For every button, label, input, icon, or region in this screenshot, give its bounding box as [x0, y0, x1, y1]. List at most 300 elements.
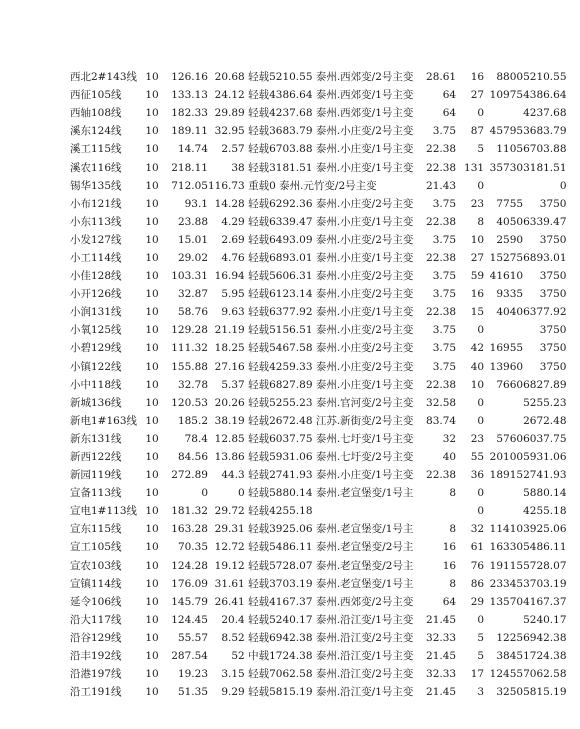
available-capacity-cell: 3750	[539, 270, 567, 283]
line-name-cell: 溪农116线	[70, 161, 122, 174]
user-capacity-cell: 16955	[489, 342, 524, 355]
user-capacity-cell: 15275	[489, 251, 524, 264]
count-cell: 55	[470, 451, 485, 464]
count-cell: 86	[470, 577, 485, 590]
voltage-cell: 10	[145, 107, 159, 120]
count-cell: 42	[470, 342, 485, 355]
transformer-rate-cell: 3.75	[432, 125, 457, 138]
transformer-rate-cell: 16	[442, 541, 457, 554]
user-capacity-cell	[484, 104, 523, 122]
load-rate-status-cell: 24.12 轻载	[214, 89, 270, 102]
transformer-rate-cell: 3.75	[432, 288, 457, 301]
count-cell: 0	[477, 396, 485, 409]
current-cell: 155.88	[171, 360, 208, 373]
user-capacity-cell	[484, 394, 523, 412]
load-rate-status-cell: 4.76 轻载	[221, 251, 270, 264]
capacity-substation-cell: 5210.55 泰州.西郊变/2号主变	[269, 71, 414, 84]
load-rate-status-cell: 20.26 轻载	[214, 396, 270, 409]
transformer-rate-cell: 64	[442, 89, 457, 102]
voltage-cell: 10	[145, 378, 159, 391]
transformer-rate-cell: 32.33	[426, 631, 457, 644]
current-cell: 111.32	[171, 342, 208, 355]
table-row	[70, 611, 567, 629]
count-cell: 59	[470, 270, 485, 283]
line-name-cell: 宣工105线	[70, 541, 122, 554]
user-capacity-cell: 4040	[496, 306, 524, 319]
load-rate-status-cell: 19.12 轻载	[214, 559, 270, 572]
voltage-cell: 10	[145, 324, 159, 337]
current-cell: 712.05	[171, 179, 208, 192]
capacity-substation-cell: 6339.47 泰州.小庄变/1号主变	[269, 215, 414, 228]
voltage-cell: 10	[145, 143, 159, 156]
available-capacity-cell: 3750	[539, 360, 567, 373]
available-capacity-cell: 2672.48	[523, 414, 567, 427]
capacity-substation-cell: 5606.31 泰州.小庄变/2号主变	[269, 270, 414, 283]
user-capacity-cell: 13960	[489, 360, 524, 373]
transformer-rate-cell: 22.38	[426, 251, 457, 264]
table-row	[70, 683, 567, 701]
count-cell: 29	[470, 595, 485, 608]
transformer-rate-cell: 40	[442, 451, 457, 464]
load-rate-status-cell: 38 轻载	[231, 161, 270, 174]
voltage-cell: 10	[145, 613, 159, 626]
line-name-cell: 宣东115线	[70, 523, 122, 536]
available-capacity-cell: 5210.55	[523, 71, 567, 84]
table-row	[70, 140, 567, 158]
count-cell: 5	[477, 631, 485, 644]
transformer-rate-cell: 3.75	[432, 233, 457, 246]
available-capacity-cell: 5815.19	[523, 686, 567, 699]
transformer-rate-cell: 22.38	[426, 161, 457, 174]
available-capacity-cell: 6942.38	[523, 631, 567, 644]
current-cell: 14.74	[177, 143, 208, 156]
transformer-rate-cell: 3.75	[432, 324, 457, 337]
user-capacity-cell: 4050	[496, 215, 524, 228]
capacity-substation-cell: 3683.79 泰州.小庄变/2号主变	[269, 125, 414, 138]
count-cell: 0	[477, 613, 485, 626]
load-rate-status-cell: 0 轻载	[238, 487, 270, 500]
user-capacity-cell: 10975	[489, 89, 524, 102]
current-cell: 176.09	[171, 577, 208, 590]
user-capacity-cell: 9335	[496, 288, 524, 301]
load-rate-status-cell: 29.89 轻载	[214, 107, 270, 120]
count-cell: 32	[470, 523, 485, 536]
count-cell: 15	[470, 306, 485, 319]
table-row	[70, 231, 567, 249]
voltage-cell: 10	[145, 89, 159, 102]
line-name-cell: 西北2#143线	[70, 71, 138, 84]
user-capacity-cell	[484, 611, 523, 629]
load-rate-status-cell: 12.85 轻载	[214, 432, 270, 445]
count-cell: 0	[477, 414, 485, 427]
capacity-substation-cell: 6493.09 泰州.小庄变/2号主变	[269, 233, 414, 246]
user-capacity-cell: 45795	[489, 125, 524, 138]
capacity-substation-cell: 3703.19 泰州.老宣堡变/1号主	[269, 577, 414, 590]
current-cell: 126.16	[171, 71, 208, 84]
capacity-substation-cell: 5240.17 泰州.沿江变/1号主变	[269, 613, 414, 626]
voltage-cell: 10	[145, 523, 159, 536]
line-name-cell: 小佳128线	[70, 270, 122, 283]
current-cell: 32.87	[177, 288, 208, 301]
capacity-substation-cell: 6703.88 泰州.小庄变/1号主变	[269, 143, 414, 156]
voltage-cell: 10	[145, 686, 159, 699]
current-cell: 93.1	[184, 197, 208, 210]
capacity-substation-cell: 4386.64 泰州.西郊变/1号主变	[269, 89, 414, 102]
voltage-cell: 10	[145, 396, 159, 409]
load-rate-status-cell: 27.16 轻载	[214, 360, 270, 373]
load-rate-status-cell: 21.19 轻载	[214, 324, 270, 337]
voltage-cell: 10	[145, 71, 159, 84]
capacity-substation-cell: 4255.18	[269, 505, 313, 518]
current-cell: 133.13	[171, 89, 208, 102]
table-row	[70, 86, 567, 104]
load-rate-status-cell: 13.86 轻载	[214, 451, 270, 464]
count-cell: 0	[477, 179, 485, 192]
count-cell: 5	[477, 143, 485, 156]
capacity-substation-cell: 6942.38 泰州.沿江变/2号主变	[269, 631, 414, 644]
table-row	[70, 394, 567, 412]
capacity-substation-cell: 1724.38 泰州.沿江变/1号主变	[269, 650, 414, 663]
capacity-substation-cell: 5880.14 泰州.老宣堡变/1号主	[269, 487, 414, 500]
transformer-rate-cell: 22.38	[426, 378, 457, 391]
user-capacity-cell	[484, 177, 523, 195]
user-capacity-cell: 7660	[496, 378, 524, 391]
load-rate-status-cell: 4.29 轻载	[221, 215, 270, 228]
transformer-rate-cell: 22.38	[426, 306, 457, 319]
user-capacity-cell: 35730	[489, 161, 524, 174]
line-name-cell: 宣电1#113线	[70, 505, 138, 518]
count-cell: 61	[470, 541, 485, 554]
table-row	[70, 285, 567, 303]
transformer-rate-cell: 28.61	[426, 71, 457, 84]
user-capacity-cell: 2590	[496, 233, 524, 246]
user-capacity-cell: 16330	[489, 541, 524, 554]
count-cell: 23	[470, 432, 485, 445]
load-rate-status-cell: 29.72 轻载	[214, 505, 270, 518]
current-cell: 287.54	[171, 650, 208, 663]
transformer-rate-cell: 22.38	[426, 469, 457, 482]
transformer-rate-cell: 21.45	[426, 650, 457, 663]
available-capacity-cell: 4255.18	[523, 505, 567, 518]
voltage-cell: 10	[145, 251, 159, 264]
available-capacity-cell: 5240.17	[523, 613, 567, 626]
count-cell: 0	[477, 324, 485, 337]
capacity-substation-cell: 6037.75 泰州.七圩变/1号主变	[269, 432, 414, 445]
current-cell: 181.32	[171, 505, 208, 518]
line-name-cell: 小氧125线	[70, 324, 122, 337]
available-capacity-cell: 6703.88	[523, 143, 567, 156]
current-cell: 189.11	[171, 125, 208, 138]
capacity-substation-cell: 6123.14 泰州.小庄变/2号主变	[269, 288, 414, 301]
transformer-rate-cell: 21.45	[426, 686, 457, 699]
current-cell: 185.2	[177, 414, 208, 427]
available-capacity-cell: 2741.93	[523, 469, 567, 482]
available-capacity-cell: 1724.38	[523, 650, 567, 663]
current-cell: 19.23	[177, 668, 208, 681]
load-rate-status-cell: 9.63 轻载	[221, 306, 270, 319]
line-name-cell: 小镇122线	[70, 360, 122, 373]
user-capacity-cell: 1225	[496, 631, 524, 644]
count-cell: 17	[470, 668, 485, 681]
table-row	[70, 466, 567, 484]
line-name-cell: 新电1#163线	[70, 414, 138, 427]
voltage-cell: 10	[145, 541, 159, 554]
user-capacity-cell: 3845	[496, 650, 524, 663]
load-rate-status-cell: 116.73 重载	[208, 179, 270, 192]
load-rate-status-cell: 20.68 轻载	[214, 71, 270, 84]
transformer-rate-cell	[425, 502, 456, 520]
available-capacity-cell: 5880.14	[523, 487, 567, 500]
table-row	[70, 448, 567, 466]
table-row	[70, 629, 567, 647]
available-capacity-cell: 3750	[539, 197, 567, 210]
line-name-cell: 新东131线	[70, 432, 122, 445]
line-name-cell: 小发127线	[70, 233, 122, 246]
table-row	[70, 520, 567, 538]
transformer-rate-cell: 21.43	[426, 179, 457, 192]
available-capacity-cell: 3750	[539, 324, 567, 337]
line-name-cell: 西轴108线	[70, 107, 122, 120]
current-cell: 55.57	[177, 631, 208, 644]
voltage-cell: 10	[145, 125, 159, 138]
load-rate-status-cell: 38.19 轻载	[214, 414, 270, 427]
table-row	[70, 303, 567, 321]
table-row	[70, 122, 567, 140]
feeder-load-table	[70, 68, 567, 701]
capacity-substation-cell: 5486.11 泰州.老宣堡变/2号主	[269, 541, 414, 554]
capacity-substation-cell: 4259.33 泰州.小庄变/2号主变	[269, 360, 414, 373]
available-capacity-cell: 6377.92	[523, 306, 567, 319]
user-capacity-cell: 41610	[489, 270, 524, 283]
load-rate-status-cell: 5.95 轻载	[221, 288, 270, 301]
count-cell: 8	[477, 215, 485, 228]
count-cell: 23	[470, 197, 485, 210]
user-capacity-cell: 20100	[489, 451, 524, 464]
line-name-cell: 溪东124线	[70, 125, 122, 138]
capacity-substation-cell: 6827.89 泰州.小庄变/1号主变	[269, 378, 414, 391]
capacity-substation-cell: 3925.06 泰州.老宣堡变/1号主	[269, 523, 414, 536]
table-row	[70, 213, 567, 231]
count-cell: 0	[477, 505, 485, 518]
current-cell: 182.33	[171, 107, 208, 120]
current-cell: 23.88	[177, 215, 208, 228]
capacity-substation-cell: 0 泰州.元竹变/2号主变	[269, 179, 377, 192]
table-row	[70, 665, 567, 683]
current-cell: 70.35	[177, 541, 208, 554]
table-row	[70, 158, 567, 176]
voltage-cell: 10	[145, 577, 159, 590]
line-name-cell: 小润131线	[70, 306, 122, 319]
transformer-rate-cell: 16	[442, 559, 457, 572]
voltage-cell: 10	[145, 432, 159, 445]
table-row	[70, 538, 567, 556]
transformer-rate-cell: 83.74	[426, 414, 457, 427]
table-row	[70, 647, 567, 665]
table-row	[70, 249, 567, 267]
line-name-cell: 小中118线	[70, 378, 122, 391]
load-rate-status-cell: 32.95 轻载	[214, 125, 270, 138]
capacity-substation-cell: 5815.19 泰州.沿江变/1号主变	[269, 686, 414, 699]
current-cell: 51.35	[177, 686, 208, 699]
count-cell: 3	[477, 686, 485, 699]
user-capacity-cell: 5760	[496, 432, 524, 445]
available-capacity-cell: 3750	[539, 288, 567, 301]
available-capacity-cell: 5728.07	[523, 559, 567, 572]
available-capacity-cell: 0	[559, 179, 567, 192]
voltage-cell: 10	[145, 270, 159, 283]
line-name-cell: 宣农103线	[70, 559, 122, 572]
count-cell: 36	[470, 469, 485, 482]
load-rate-status-cell: 9.29 轻载	[221, 686, 270, 699]
line-name-cell: 沿港197线	[70, 668, 122, 681]
capacity-substation-cell: 5467.58 泰州.小庄变/2号主变	[269, 342, 414, 355]
load-rate-status-cell: 20.4 轻载	[221, 613, 270, 626]
line-name-cell: 小工114线	[70, 251, 122, 264]
table-row	[70, 177, 567, 195]
capacity-substation-cell: 6292.36 泰州.小庄变/2号主变	[269, 197, 414, 210]
user-capacity-cell: 13570	[489, 595, 524, 608]
voltage-cell: 10	[145, 469, 159, 482]
table-row	[70, 484, 567, 502]
load-rate-status-cell: 2.69 轻载	[221, 233, 270, 246]
line-name-cell: 小布121线	[70, 197, 122, 210]
voltage-cell: 10	[145, 505, 159, 518]
load-rate-status-cell: 8.52 轻载	[221, 631, 270, 644]
load-rate-status-cell: 3.15 轻载	[221, 668, 270, 681]
available-capacity-cell: 7062.58	[523, 668, 567, 681]
line-name-cell: 宣镇114线	[70, 577, 122, 590]
table-row	[70, 412, 567, 430]
available-capacity-cell: 6037.75	[523, 432, 567, 445]
table-row	[70, 376, 567, 394]
transformer-rate-cell: 22.38	[426, 143, 457, 156]
voltage-cell: 10	[145, 342, 159, 355]
line-name-cell: 沿工191线	[70, 686, 122, 699]
voltage-cell: 10	[145, 668, 159, 681]
transformer-rate-cell: 3.75	[432, 360, 457, 373]
user-capacity-cell	[484, 502, 523, 520]
capacity-substation-cell: 4167.37 泰州.西郊变/2号主变	[269, 595, 414, 608]
voltage-cell: 10	[145, 451, 159, 464]
line-name-cell: 小开126线	[70, 288, 122, 301]
voltage-cell: 10	[145, 414, 159, 427]
current-cell: 145.79	[171, 595, 208, 608]
available-capacity-cell: 3925.06	[523, 523, 567, 536]
load-rate-status-cell: 16.94 轻载	[214, 270, 270, 283]
available-capacity-cell: 6893.01	[523, 251, 567, 264]
available-capacity-cell: 5255.23	[523, 396, 567, 409]
load-rate-status-cell: 52 中载	[231, 650, 270, 663]
capacity-substation-cell: 7062.58 泰州.沿江变/2号主变	[269, 668, 414, 681]
transformer-rate-cell: 3.75	[432, 342, 457, 355]
user-capacity-cell	[484, 484, 523, 502]
load-rate-status-cell: 14.28 轻载	[214, 197, 270, 210]
load-rate-status-cell: 44.3 轻载	[221, 469, 270, 482]
available-capacity-cell: 5931.06	[523, 451, 567, 464]
current-cell: 78.4	[184, 432, 208, 445]
user-capacity-cell: 1105	[496, 143, 524, 156]
load-rate-status-cell: 29.31 轻载	[214, 523, 270, 536]
user-capacity-cell: 18915	[489, 469, 524, 482]
voltage-cell: 10	[145, 161, 159, 174]
count-cell: 0	[477, 107, 485, 120]
count-cell: 16	[470, 288, 485, 301]
user-capacity-cell: 12455	[489, 668, 524, 681]
current-cell: 84.56	[177, 451, 208, 464]
voltage-cell: 10	[145, 179, 159, 192]
line-name-cell: 沿谷129线	[70, 631, 122, 644]
capacity-substation-cell: 5156.51 泰州.小庄变/2号主变	[269, 324, 414, 337]
voltage-cell: 10	[145, 197, 159, 210]
available-capacity-cell: 4386.64	[523, 89, 567, 102]
load-rate-status-cell: 31.61 轻载	[214, 577, 270, 590]
count-cell: 5	[477, 650, 485, 663]
available-capacity-cell: 3703.19	[523, 577, 567, 590]
voltage-cell: 10	[145, 306, 159, 319]
current-cell: 129.28	[171, 324, 208, 337]
capacity-substation-cell: 2741.93 泰州.小庄变/1号主变	[269, 469, 414, 482]
user-capacity-cell	[484, 412, 523, 430]
user-capacity-cell: 8800	[496, 71, 524, 84]
available-capacity-cell: 6339.47	[523, 215, 567, 228]
current-cell: 15.01	[177, 233, 208, 246]
count-cell: 76	[470, 559, 485, 572]
capacity-substation-cell: 6893.01 泰州.小庄变/1号主变	[269, 251, 414, 264]
voltage-cell: 10	[145, 288, 159, 301]
current-cell: 272.89	[171, 469, 208, 482]
user-capacity-cell	[484, 321, 523, 339]
line-name-cell: 新城136线	[70, 396, 122, 409]
line-name-cell: 溪工115线	[70, 143, 122, 156]
voltage-cell: 10	[145, 360, 159, 373]
count-cell: 131	[464, 161, 485, 174]
capacity-substation-cell: 2672.48 江苏.新街变/2号主变	[269, 414, 414, 427]
table-row	[70, 195, 567, 213]
table-row	[70, 68, 567, 86]
capacity-substation-cell: 6377.92 泰州.小庄变/1号主变	[269, 306, 414, 319]
transformer-rate-cell: 64	[442, 107, 457, 120]
user-capacity-cell: 11410	[489, 523, 524, 536]
count-cell: 87	[470, 125, 485, 138]
voltage-cell: 10	[145, 559, 159, 572]
transformer-rate-cell: 3.75	[432, 197, 457, 210]
capacity-substation-cell: 5728.07 泰州.老宣堡变/2号主	[269, 559, 414, 572]
user-capacity-cell: 23345	[489, 577, 524, 590]
line-name-cell: 沿大117线	[70, 613, 122, 626]
voltage-cell: 10	[145, 595, 159, 608]
table-row	[70, 321, 567, 339]
voltage-cell: 10	[145, 233, 159, 246]
capacity-substation-cell: 3181.51 泰州.小庄变/1号主变	[269, 161, 414, 174]
user-capacity-cell: 3250	[496, 686, 524, 699]
line-name-cell: 小东113线	[70, 215, 122, 228]
line-name-cell: 西征105线	[70, 89, 122, 102]
load-rate-status-cell: 18.25 轻载	[214, 342, 270, 355]
current-cell: 124.45	[171, 613, 208, 626]
available-capacity-cell: 3750	[539, 233, 567, 246]
count-cell: 40	[470, 360, 485, 373]
count-cell: 27	[470, 89, 485, 102]
capacity-substation-cell: 4237.68 泰州.西郊变/1号主变	[269, 107, 414, 120]
load-rate-status-cell: 26.41 轻载	[214, 595, 270, 608]
line-name-cell: 锡华135线	[70, 179, 122, 192]
available-capacity-cell: 3683.79	[523, 125, 567, 138]
current-cell: 124.28	[171, 559, 208, 572]
transformer-rate-cell: 8	[449, 523, 457, 536]
voltage-cell: 10	[145, 215, 159, 228]
transformer-rate-cell: 8	[449, 577, 457, 590]
available-capacity-cell: 4167.37	[523, 595, 567, 608]
